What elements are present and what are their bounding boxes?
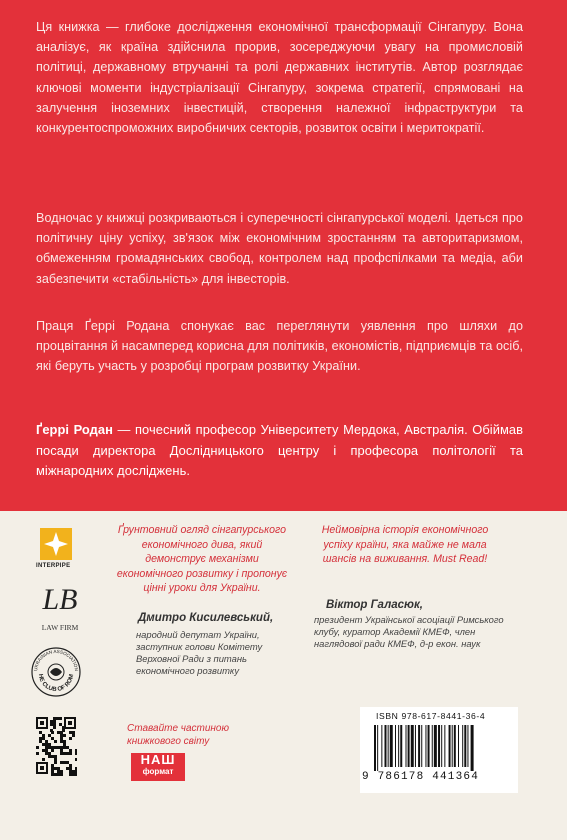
qr-module xyxy=(59,723,62,726)
qr-module xyxy=(75,758,77,761)
qr-module xyxy=(60,746,63,749)
qr-code[interactable] xyxy=(35,716,77,776)
qr-module xyxy=(69,767,72,770)
qr-module xyxy=(69,773,72,776)
quote-author: Віктор Галасюк, xyxy=(326,599,424,611)
qr-module xyxy=(62,729,65,732)
qr-module xyxy=(45,752,48,755)
qr-module xyxy=(69,752,72,755)
barcode-bar xyxy=(400,725,402,767)
qr-module xyxy=(63,761,66,764)
qr-module xyxy=(36,746,39,749)
qr-module xyxy=(57,746,60,749)
qr-module xyxy=(51,755,54,758)
interpipe-star-icon xyxy=(40,528,72,560)
barcode-bar xyxy=(388,725,389,767)
barcode-bar xyxy=(471,725,474,771)
barcode-bar xyxy=(406,725,407,767)
qr-module xyxy=(60,734,63,737)
barcode-bar xyxy=(452,725,453,767)
description-paragraph-3: Праця Ґеррі Родана спонукає вас переглянути уявлення про шляхи до процвітання й насамперед корисна для політиків, економістів, підприємців та осіб, які беруть участь у розробці програм розвитку України. xyxy=(36,319,523,374)
qr-module xyxy=(40,766,44,770)
qr-module xyxy=(57,773,60,776)
barcode-bar xyxy=(418,725,420,767)
author-bio-text: — почесний професор Університету Мердока, Австралія. Обіймав посади директора Дослідницького центру і професора політології та міжнародних досліджень. xyxy=(36,422,523,478)
qr-module xyxy=(45,743,48,746)
qr-module xyxy=(63,746,66,749)
qr-module xyxy=(60,761,63,764)
barcode xyxy=(374,725,502,771)
qr-module xyxy=(51,737,54,740)
barcode-digits: 9 786178 441364 xyxy=(362,771,480,783)
qr-module xyxy=(62,726,65,729)
isbn-barcode-block xyxy=(360,707,518,793)
quote-text: Ґрунтовний огляд сінгапурського економічного дива, який демонструє механізми економічного розвитку і пропонує цінні уроки для України. xyxy=(116,524,288,594)
barcode-bar xyxy=(411,725,414,767)
qr-module xyxy=(75,749,77,752)
barcode-bar xyxy=(415,725,416,767)
law-firm-logo xyxy=(40,583,80,641)
qr-module xyxy=(54,755,57,758)
qr-module xyxy=(51,773,54,776)
barcode-bar xyxy=(464,725,466,767)
author-bio xyxy=(36,420,523,482)
qr-module xyxy=(66,767,69,770)
qr-module xyxy=(42,737,45,740)
barcode-bar xyxy=(390,725,393,767)
qr-module xyxy=(39,737,42,740)
qr-module xyxy=(54,758,57,761)
barcode-bar xyxy=(434,725,437,767)
publisher-logo-bottom: формат xyxy=(142,767,174,776)
interpipe-logo xyxy=(36,528,76,574)
quote-author-role: народний депутат України, заступник голови Комітету Верховної Ради з питань економічного розвитку xyxy=(136,629,263,676)
law-firm-caption: LAW FIRM xyxy=(41,623,79,632)
qr-module xyxy=(60,740,63,743)
isbn-text: ISBN 978-617-8441-36-4 xyxy=(376,711,486,721)
qr-module xyxy=(40,721,44,725)
qr-module xyxy=(59,717,62,720)
qr-module xyxy=(57,731,60,734)
club-of-rome-ring-text: UKRAINIAN ASSOCIATION xyxy=(32,648,80,672)
qr-module xyxy=(68,721,72,725)
barcode-bar xyxy=(441,725,442,767)
barcode-bar xyxy=(444,725,445,767)
qr-module xyxy=(48,755,51,758)
qr-module xyxy=(50,723,53,726)
qr-module xyxy=(42,743,45,746)
barcode-bar xyxy=(438,725,440,767)
qr-module xyxy=(50,720,53,723)
qr-module xyxy=(69,731,72,734)
qr-module xyxy=(42,749,45,752)
qr-module xyxy=(51,746,54,749)
qr-module xyxy=(60,749,63,752)
qr-module xyxy=(57,767,60,770)
qr-module xyxy=(75,773,77,776)
club-of-rome-logo xyxy=(30,646,82,698)
qr-module xyxy=(53,723,56,726)
qr-module xyxy=(60,737,63,740)
qr-module xyxy=(54,767,57,770)
qr-module xyxy=(75,767,77,770)
barcode-bar xyxy=(395,725,396,767)
qr-module xyxy=(42,734,45,737)
qr-module xyxy=(54,746,57,749)
qr-module xyxy=(48,752,51,755)
barcode-bar xyxy=(462,725,463,767)
club-of-rome-name: HE CLUB OF ROM xyxy=(36,673,76,694)
barcode-bar xyxy=(425,725,426,767)
qr-module xyxy=(48,746,51,749)
qr-module xyxy=(45,749,48,752)
qr-module xyxy=(56,717,59,720)
qr-module xyxy=(63,740,66,743)
publisher-slogan: Ставайте частиною книжкового світу xyxy=(127,723,230,747)
qr-module xyxy=(45,740,48,743)
quote-author-role: президент Української асоціації Римського клубу, куратор Академії КМЕФ, член наглядової ради КМЕФ, д-р екон. наук xyxy=(314,614,504,649)
quote-text: Неймовірна історія економічного успіху країни, яка майже не мала шансів на виживання. Must Read! xyxy=(321,524,489,565)
qr-module xyxy=(42,758,45,761)
barcode-bar xyxy=(458,725,459,767)
qr-module xyxy=(54,761,57,764)
qr-module xyxy=(69,770,72,773)
qr-module xyxy=(75,770,77,773)
barcode-bar xyxy=(449,725,451,767)
barcode-bar xyxy=(408,725,410,767)
quote-author: Дмитро Кисилевський, xyxy=(138,612,274,624)
barcode-bar xyxy=(467,725,468,767)
qr-module xyxy=(45,746,48,749)
qr-module xyxy=(66,761,69,764)
qr-module xyxy=(69,737,72,740)
qr-module xyxy=(48,734,51,737)
qr-module xyxy=(53,726,56,729)
qr-module xyxy=(51,749,54,752)
qr-module xyxy=(53,720,56,723)
endorsements-panel xyxy=(0,511,567,840)
qr-module xyxy=(63,734,66,737)
qr-module xyxy=(72,770,75,773)
qr-module xyxy=(50,729,53,732)
law-firm-monogram: LB xyxy=(42,583,78,616)
qr-module xyxy=(39,731,42,734)
qr-module xyxy=(57,770,60,773)
qr-module xyxy=(53,717,56,720)
qr-module xyxy=(36,752,39,755)
qr-module xyxy=(54,773,57,776)
qr-module xyxy=(72,773,75,776)
qr-module xyxy=(72,734,75,737)
qr-module xyxy=(39,740,42,743)
qr-module xyxy=(51,767,54,770)
description-paragraph-2: Водночас у книжці розкриваються і суперечності сінгапурської моделі. Ідеться про політичну ціну успіху, зв'язок між економічним зростанням та авторитаризмом, обмеженням громадянських свобод, контролем над профспілками та медіа, аби забезпечити «стабільність» для інвесторів. xyxy=(36,211,523,286)
publisher-logo xyxy=(131,753,185,781)
barcode-bar xyxy=(377,725,378,771)
qr-module xyxy=(60,752,63,755)
barcode-bar xyxy=(385,725,387,767)
qr-module xyxy=(51,770,54,773)
description-paragraph-1: Ця книжка — глибоке дослідження економічної трансформації Сінгапуру. Вона аналізує, як країна здійснила прорив, зосереджуючи увагу на промисловій політиці, державному втручанні та ролі державних інститутів. Автор розглядає ключові моменти індустріалізації Сінгапуру, зокрема стратегії, спрямовані на залучення іноземних інвестицій, створення належної інфраструктури та конкурентоспроможних виробничих секторів, розвиток освіти і меритократії. xyxy=(36,20,523,136)
qr-module xyxy=(60,770,63,773)
qr-module xyxy=(66,746,69,749)
barcode-bar xyxy=(398,725,399,767)
qr-module xyxy=(51,764,54,767)
interpipe-caption: INTERPIPE xyxy=(36,563,71,569)
qr-module xyxy=(63,752,66,755)
qr-module xyxy=(66,752,69,755)
barcode-bar xyxy=(421,725,422,767)
qr-module xyxy=(69,749,72,752)
barcode-bar xyxy=(454,725,456,767)
qr-module xyxy=(54,740,57,743)
qr-module xyxy=(48,743,51,746)
barcode-bar xyxy=(381,725,382,767)
qr-module xyxy=(63,743,66,746)
svg-text:UKRAINIAN ASSOCIATION xyxy=(33,649,79,671)
qr-module xyxy=(75,752,77,755)
barcode-bar xyxy=(428,725,430,767)
qr-module xyxy=(60,773,63,776)
barcode-bar xyxy=(432,725,433,767)
publisher-logo-top: НАШ xyxy=(140,752,176,767)
qr-module xyxy=(69,764,72,767)
author-name: Ґеррі Родан xyxy=(36,422,113,437)
qr-module xyxy=(72,731,75,734)
barcode-bar xyxy=(374,725,376,771)
